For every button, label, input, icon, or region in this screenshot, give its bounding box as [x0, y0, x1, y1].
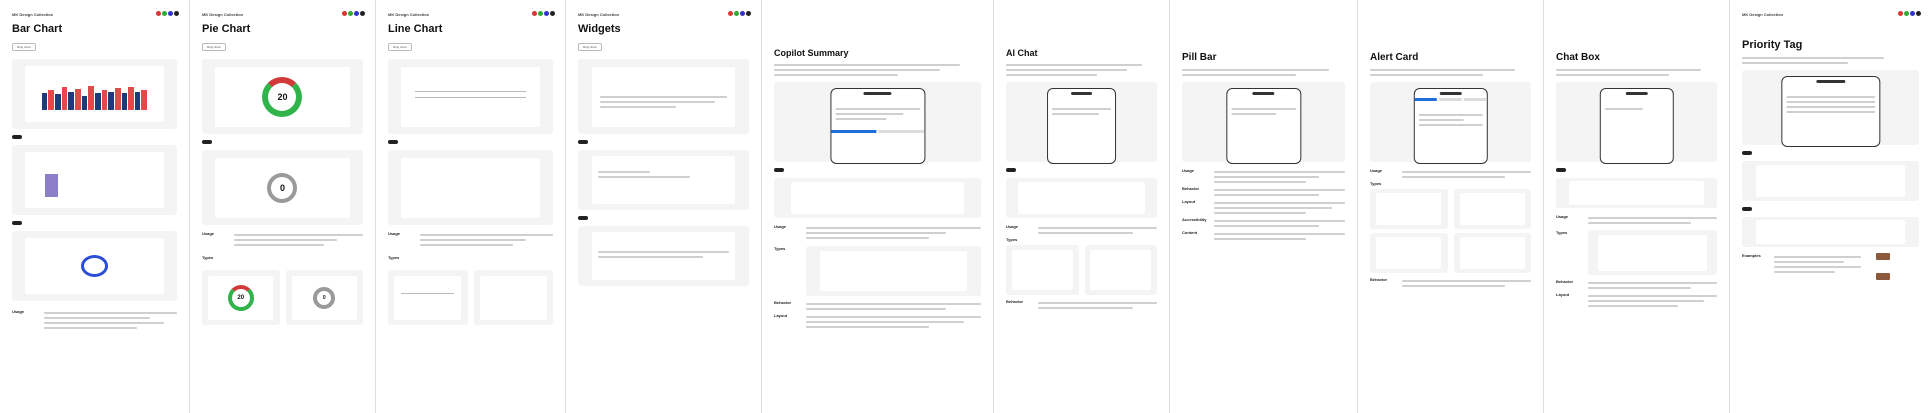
page-ai-chat	[994, 0, 1170, 413]
phone-preview	[1182, 82, 1345, 162]
phone-frame	[1781, 76, 1880, 147]
page-title: Line Chart	[388, 23, 443, 35]
usage-label: Usage	[774, 224, 787, 229]
type-card	[474, 270, 554, 325]
types-label: Types	[1006, 237, 1018, 242]
pie-empty-preview	[202, 150, 363, 225]
collection-label: MK Design Collection	[12, 12, 54, 17]
layout-label: Layout	[774, 313, 788, 318]
section-tag	[1556, 168, 1566, 172]
usage-label: Usage	[1006, 224, 1019, 229]
phone-preview	[1556, 82, 1717, 162]
usage-label: Usage	[1556, 214, 1569, 219]
donut-value: 20	[237, 294, 245, 301]
section-tag	[578, 216, 588, 220]
histogram-preview	[12, 145, 177, 215]
chat-input-preview	[1556, 178, 1717, 208]
page-title: Alert Card	[1370, 52, 1419, 63]
illustration-preview	[12, 231, 177, 301]
histogram-bar	[45, 174, 59, 196]
page-line-chart	[376, 0, 566, 413]
phone-frame	[1226, 88, 1301, 164]
page-widgets	[566, 0, 762, 413]
behavior-label: Behavior	[1556, 279, 1574, 284]
phone-preview	[1370, 82, 1531, 162]
usage-label: Usage	[12, 309, 25, 314]
widget-card-preview	[578, 150, 749, 210]
page-pill-bar	[1170, 0, 1358, 413]
page-title: Bar Chart	[12, 23, 63, 35]
types-label: Types	[202, 255, 214, 260]
brand-logo	[1898, 11, 1921, 16]
page-title: AI Chat	[1006, 48, 1038, 58]
types-label: Types	[1556, 230, 1568, 235]
donut-chart	[262, 77, 302, 117]
bar-chart-preview	[12, 59, 177, 129]
collection-label: MK Design Collection	[578, 12, 620, 17]
phone-preview	[1006, 82, 1157, 162]
brand-logo	[156, 11, 179, 16]
type-card	[202, 270, 280, 325]
example-thumbnail	[1876, 253, 1890, 260]
chip[interactable]: Ring chart	[12, 43, 36, 51]
summary-preview	[774, 178, 981, 218]
page-chat-box	[1544, 0, 1730, 413]
magnifier-illustration	[81, 255, 109, 277]
chat-preview	[1006, 178, 1157, 218]
types-label: Types	[388, 255, 400, 260]
phone-frame	[1599, 88, 1673, 164]
section-tag	[12, 135, 22, 139]
usage-label: Usage	[388, 231, 401, 236]
brand-logo	[342, 11, 365, 16]
types-label: Types	[1370, 181, 1382, 186]
behavior-label: Behavior	[1370, 277, 1388, 282]
bar-series	[42, 82, 147, 110]
collection-label: MK Design Collection	[1742, 12, 1784, 17]
layout-label: Layout	[1556, 292, 1570, 297]
tag-preview	[1742, 161, 1919, 201]
page-alert-card	[1358, 0, 1544, 413]
page-title: Pill Bar	[1182, 52, 1217, 63]
usage-label: Usage	[202, 231, 215, 236]
collection-label: MK Design Collection	[388, 12, 430, 17]
phone-preview	[1742, 70, 1919, 145]
behavior-label: Behavior	[1006, 299, 1024, 304]
behavior-label: Behavior	[774, 300, 792, 305]
types-label: Types	[774, 246, 786, 251]
behavior-label: Behavior	[1182, 186, 1200, 191]
page-priority-tag	[1730, 0, 1931, 413]
brand-logo	[728, 11, 751, 16]
section-tag	[12, 221, 22, 225]
collection-label: MK Design Collection	[202, 12, 244, 17]
donut-value: 20	[277, 91, 288, 102]
phone-frame	[830, 88, 925, 164]
section-tag	[1742, 207, 1752, 211]
usage-label: Usage	[1182, 168, 1195, 173]
page-title: Chat Box	[1556, 52, 1600, 63]
chip[interactable]: Ring chart	[202, 43, 226, 51]
section-tag	[1006, 168, 1016, 172]
pie-preview	[202, 59, 363, 134]
page-title: Pie Chart	[202, 23, 251, 35]
phone-frame	[1413, 88, 1487, 164]
section-tag	[774, 168, 784, 172]
phone-frame	[1047, 88, 1117, 164]
accessibility-label: Accessibility	[1182, 217, 1207, 222]
page-title: Priority Tag	[1742, 39, 1803, 51]
content-label: Content	[1182, 230, 1198, 235]
donut-value: 0	[322, 294, 326, 301]
type-card	[286, 270, 364, 325]
chip[interactable]: Ring chart	[578, 43, 602, 51]
page-title: Widgets	[578, 23, 621, 35]
tag-list-preview	[1742, 217, 1919, 247]
widget-stats-preview	[578, 226, 749, 286]
page-copilot-summary	[762, 0, 994, 413]
line-preview	[388, 59, 553, 134]
line-empty-preview	[388, 150, 553, 225]
page-pie-chart	[190, 0, 376, 413]
section-tag	[578, 140, 588, 144]
layout-label: Layout	[1182, 199, 1196, 204]
chip[interactable]: Ring chart	[388, 43, 412, 51]
section-tag	[202, 140, 212, 144]
donut-empty	[267, 173, 297, 203]
usage-label: Usage	[1370, 168, 1383, 173]
page-bar-chart	[0, 0, 190, 413]
section-tag	[388, 140, 398, 144]
widgets-preview	[578, 59, 749, 134]
page-title: Copilot Summary	[774, 48, 849, 58]
donut-value: 0	[279, 182, 285, 193]
example-thumbnail	[1876, 273, 1890, 280]
type-card	[388, 270, 468, 325]
examples-label: Examples	[1742, 253, 1761, 258]
phone-preview	[774, 82, 981, 162]
brand-logo	[532, 11, 555, 16]
section-tag	[1742, 151, 1752, 155]
